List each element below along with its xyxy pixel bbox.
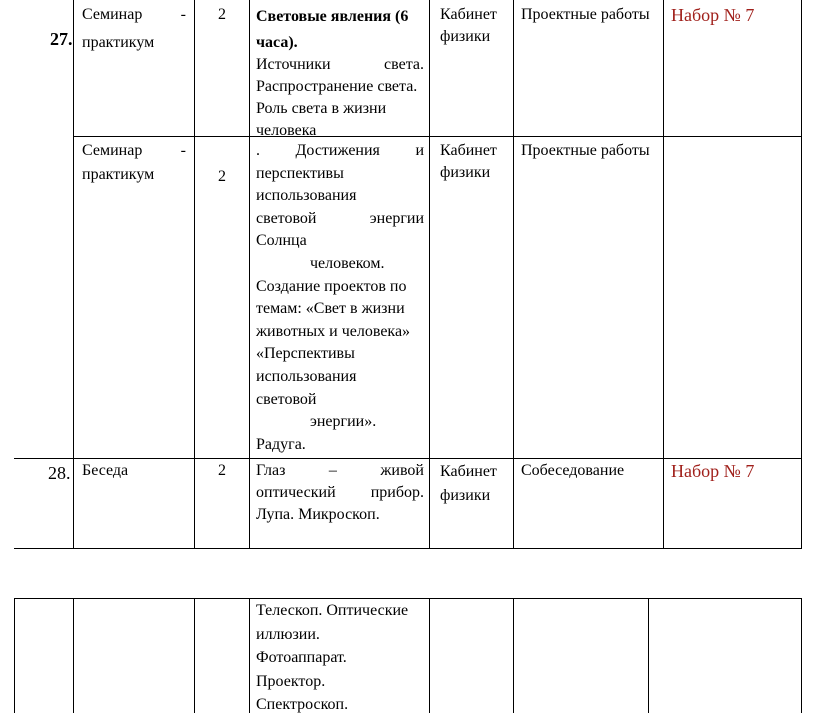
hours-cell: 2	[218, 6, 226, 23]
table-border	[194, 0, 195, 549]
table-border	[801, 0, 802, 549]
table-border	[14, 458, 802, 459]
activity-cell: Проектные работы	[521, 142, 650, 159]
activity-cell: Собеседование	[521, 462, 625, 479]
table-border	[73, 136, 802, 137]
activity-cell: Проектные работы	[521, 6, 650, 23]
table-border	[801, 598, 802, 713]
place-cell: Кабинет физики	[440, 463, 497, 504]
hours-cell: 2	[218, 168, 226, 185]
form-cell: Семинар - практикум	[82, 6, 186, 51]
place-cell: Кабинет физики	[440, 6, 497, 45]
place-cell: Кабинет физики	[440, 142, 497, 181]
table-border	[249, 0, 250, 549]
table-border	[513, 598, 514, 713]
topic-cell: Глаз – живой оптический прибор. Лупа. Микроскоп.	[256, 462, 424, 523]
form-cell: Семинар - практикум	[82, 142, 186, 183]
hours-cell: 2	[218, 462, 226, 479]
equipment-cell: Набор № 7	[671, 5, 755, 25]
table-border	[429, 0, 430, 549]
topic-cell: . Достижения и перспективы использования световой энергии Солнца человеком. Создание проектов по темам: «Свет в жизни животных и человека» «Перспективы использования световой энергии». Радуга.	[256, 142, 424, 453]
table-border	[194, 598, 195, 713]
form-cell: Беседа	[82, 462, 129, 479]
table-border	[648, 598, 649, 713]
table-border	[663, 0, 664, 549]
table-border	[14, 598, 15, 713]
topic-title: Световые явления (6 часа).	[256, 8, 409, 51]
equipment-cell: Набор № 7	[671, 461, 755, 481]
table-border	[249, 598, 250, 713]
table-border	[513, 0, 514, 549]
table-border	[73, 0, 74, 549]
table-border	[429, 598, 430, 713]
topic-cell: Телескоп. Оптические иллюзии. Фотоаппарат. Проектор. Спектроскоп.	[256, 602, 409, 714]
row-number: 28.	[48, 463, 71, 483]
topic-cell: Источники света. Распространение света. Роль света в жизни человека	[256, 56, 424, 139]
table-border	[14, 548, 802, 549]
row-number: 27.	[50, 29, 73, 49]
table-border	[73, 598, 74, 713]
